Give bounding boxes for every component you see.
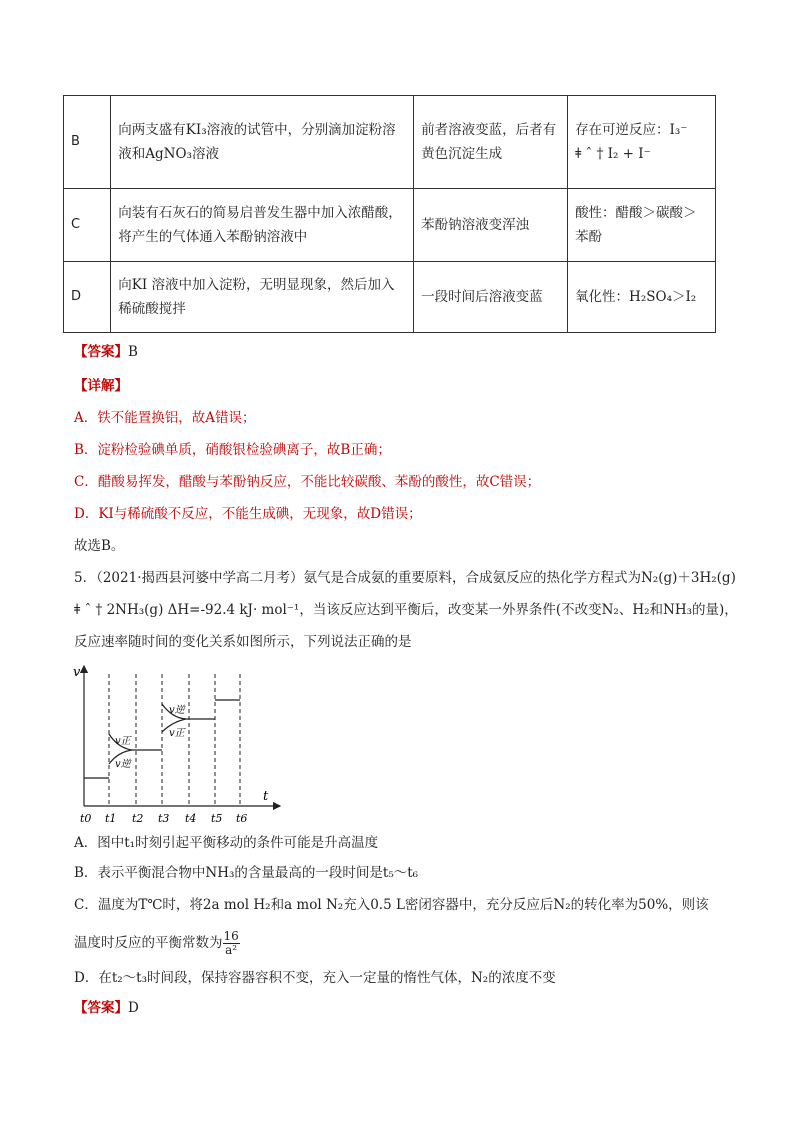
- operation-cell: 向装有石灰石的简易启普发生器中加入浓醋酸，将产生的气体通入苯酚钠溶液中: [111, 189, 414, 262]
- table-row: [64, 96, 716, 189]
- phenomenon-cell: 前者溶液变蓝，后者有黄色沉淀生成: [414, 96, 568, 189]
- q4-detail-label: 【详解】: [74, 378, 128, 394]
- q5-stem-line: 反应速率随时间的变化关系如图所示，下列说法正确的是: [74, 634, 412, 650]
- q4-answer: [74, 342, 138, 362]
- answer-label: 【答案】: [74, 344, 128, 360]
- conclusion-cell: [568, 96, 716, 189]
- rate-time-graph: [70, 660, 300, 830]
- time-ticks: [80, 812, 247, 825]
- conclusion-line: ǂ ˆ † I₂ + I⁻: [575, 146, 651, 162]
- option-c-text: 温度时反应的平衡常数为: [74, 935, 223, 951]
- operation-cell: 向两支盛有KI₃溶液的试管中，分别滴加淀粉溶液和AgNO₃溶液: [111, 96, 414, 189]
- operation-cell: 向KI 溶液中加入淀粉，无明显现象，然后加入稀硫酸搅拌: [111, 262, 414, 333]
- options-table: [63, 95, 716, 333]
- phenomenon-cell: 苯酚钠溶液变浑浊: [414, 189, 568, 262]
- curve-label: v逆: [169, 705, 185, 716]
- q5-option-a: A．图中t₁时刻引起平衡移动的条件可能是升高温度: [74, 835, 379, 851]
- q5-stem-line: ǂ ˆ † 2NH₃(g) ΔH=-92.4 kJ· mol⁻¹，当该反应达到平衡后，改变某一外界条件(不改变N₂、H₂和NH₃的量)，: [74, 602, 738, 618]
- table-row: [64, 262, 716, 333]
- q5-option-b: B．表示平衡混合物中NH₃的含量最高的一段时间是t₅～t₆: [74, 865, 419, 881]
- conclusion-cell: 氧化性：H₂SO₄＞I₂: [568, 262, 716, 333]
- conclusion-cell: 酸性：醋酸＞碳酸＞苯酚: [568, 189, 716, 262]
- detail-line: D．KI与稀硫酸不反应，不能生成碘，无现象，故D错误；: [74, 506, 422, 522]
- row-label: B: [64, 96, 111, 189]
- equilibrium-constant-fraction: [223, 930, 240, 957]
- x-axis-label: t: [263, 789, 269, 804]
- detail-line: B．淀粉检验碘单质，硝酸银检验碘离子，故B正确；: [74, 442, 391, 458]
- curve-label: v正: [115, 736, 131, 747]
- tick-label: t2: [132, 812, 144, 825]
- answer-value: D: [128, 1000, 139, 1016]
- curve-label: v正: [169, 728, 185, 739]
- q5-option-c-cont: [74, 928, 240, 958]
- detail-line: A．铁不能置换铝，故A错误；: [74, 410, 256, 426]
- tick-label: t5: [211, 812, 223, 825]
- table-row: [64, 189, 716, 262]
- q5-option-d: D．在t₂～t₃时间段，保持容器容积不变，充入一定量的惰性气体，N₂的浓度不变: [74, 970, 556, 986]
- tick-label: t3: [158, 812, 170, 825]
- row-label: D: [64, 262, 111, 333]
- fraction-denominator: a²: [225, 943, 238, 957]
- tick-label: t4: [185, 812, 197, 825]
- q4-conclusion: 故选B。: [74, 538, 125, 554]
- row-label: C: [64, 189, 111, 262]
- q5-answer: [74, 998, 139, 1018]
- q5-option-c: C．温度为T℃时，将2a mol H₂和a mol N₂充入0.5 L密闭容器中，充分反应后N₂的转化率为50%，则该: [74, 897, 709, 913]
- tick-label: t1: [105, 812, 117, 825]
- answer-value: B: [128, 344, 138, 360]
- q5-stem-line: 5．（2021·揭西县河婆中学高二月考）氨气是合成氨的重要原料，合成氨反应的热化学方程式为N₂(g)＋3H₂(g): [74, 570, 736, 586]
- detail-line: C．醋酸易挥发，醋酸与苯酚钠反应，不能比较碳酸、苯酚的酸性，故C错误；: [74, 474, 541, 490]
- tick-label: t6: [236, 812, 248, 825]
- answer-label: 【答案】: [74, 1000, 128, 1016]
- fraction-numerator: 16: [223, 929, 239, 943]
- tick-label: t0: [80, 812, 92, 825]
- curve-label: v逆: [115, 759, 131, 770]
- phenomenon-cell: 一段时间后溶液变蓝: [414, 262, 568, 333]
- conclusion-line: 存在可逆反应：I₃⁻: [575, 122, 688, 138]
- y-axis-label: v: [73, 665, 81, 680]
